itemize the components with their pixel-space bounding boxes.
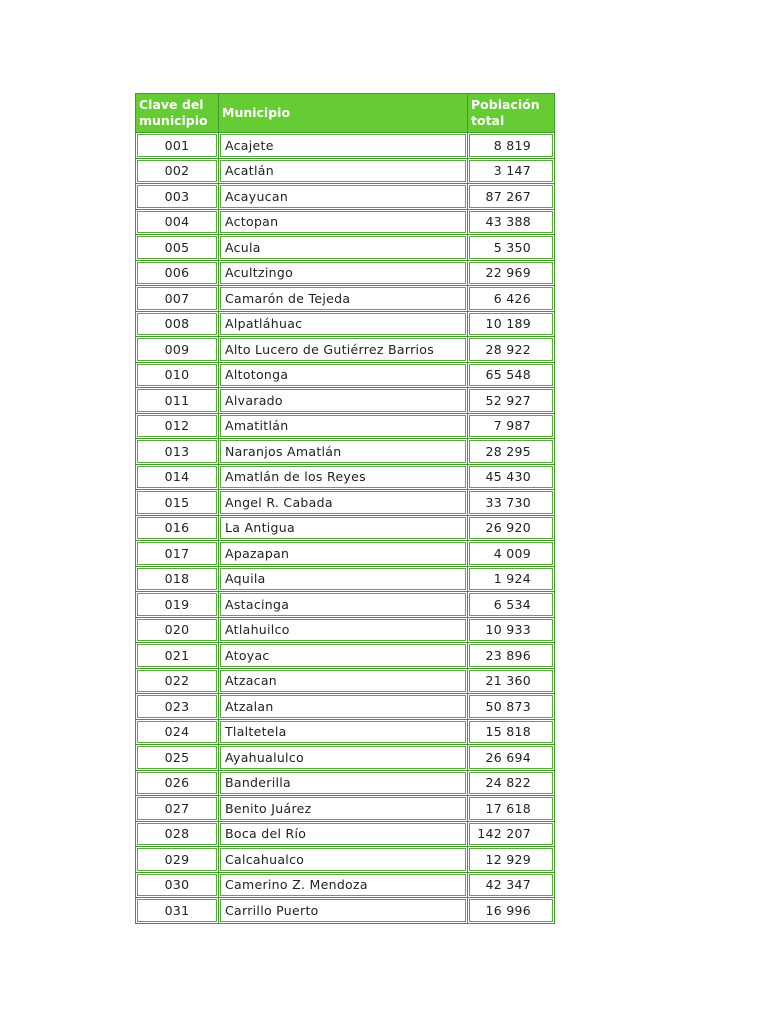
cell-poblacion: 26 920 [468, 516, 554, 541]
cell-clave: 022 [136, 669, 218, 694]
table-row [136, 873, 554, 898]
header-municipio: Municipio [219, 94, 467, 132]
cell-clave: 026 [136, 771, 218, 796]
cell-clave: 017 [136, 541, 218, 566]
cell-clave: 016 [136, 516, 218, 541]
cell-poblacion: 43 388 [468, 210, 554, 235]
table-header-row [136, 94, 554, 132]
cell-municipio: Atlahuilco [219, 618, 467, 643]
cell-poblacion: 8 819 [468, 133, 554, 158]
cell-municipio: Camerino Z. Mendoza [219, 873, 467, 898]
table-row [136, 745, 554, 770]
cell-clave: 011 [136, 388, 218, 413]
cell-municipio: Altotonga [219, 363, 467, 388]
cell-municipio: Amatlán de los Reyes [219, 465, 467, 490]
cell-municipio: Camarón de Tejeda [219, 286, 467, 311]
cell-poblacion: 52 927 [468, 388, 554, 413]
cell-poblacion: 4 009 [468, 541, 554, 566]
cell-poblacion: 22 969 [468, 261, 554, 286]
table-row [136, 133, 554, 158]
table-row [136, 898, 554, 923]
cell-municipio: Acatlán [219, 159, 467, 184]
table-row [136, 567, 554, 592]
cell-clave: 013 [136, 439, 218, 464]
cell-poblacion: 65 548 [468, 363, 554, 388]
table-row [136, 210, 554, 235]
table-row [136, 694, 554, 719]
cell-clave: 015 [136, 490, 218, 515]
cell-poblacion: 10 189 [468, 312, 554, 337]
table-row [136, 337, 554, 362]
cell-municipio: Astacinga [219, 592, 467, 617]
table-row [136, 516, 554, 541]
table-row [136, 490, 554, 515]
cell-clave: 029 [136, 847, 218, 872]
table-row [136, 414, 554, 439]
cell-clave: 005 [136, 235, 218, 260]
table-row [136, 159, 554, 184]
cell-municipio: Apazapan [219, 541, 467, 566]
cell-clave: 023 [136, 694, 218, 719]
cell-municipio: Atzalan [219, 694, 467, 719]
cell-poblacion: 142 207 [468, 822, 554, 847]
cell-poblacion: 5 350 [468, 235, 554, 260]
cell-clave: 002 [136, 159, 218, 184]
table-row [136, 592, 554, 617]
table-row [136, 643, 554, 668]
cell-municipio: Carrillo Puerto [219, 898, 467, 923]
table-row [136, 541, 554, 566]
cell-poblacion: 24 822 [468, 771, 554, 796]
cell-municipio: Angel R. Cabada [219, 490, 467, 515]
cell-poblacion: 28 295 [468, 439, 554, 464]
cell-poblacion: 33 730 [468, 490, 554, 515]
cell-clave: 009 [136, 337, 218, 362]
cell-clave: 001 [136, 133, 218, 158]
table-row [136, 439, 554, 464]
cell-clave: 019 [136, 592, 218, 617]
cell-municipio: Atoyac [219, 643, 467, 668]
cell-clave: 014 [136, 465, 218, 490]
cell-municipio: Tlaltetela [219, 720, 467, 745]
municipios-table [135, 93, 555, 924]
cell-clave: 010 [136, 363, 218, 388]
table-row [136, 363, 554, 388]
cell-poblacion: 6 534 [468, 592, 554, 617]
cell-clave: 027 [136, 796, 218, 821]
cell-poblacion: 1 924 [468, 567, 554, 592]
table-row [136, 822, 554, 847]
table-row [136, 847, 554, 872]
cell-municipio: Boca del Río [219, 822, 467, 847]
cell-clave: 004 [136, 210, 218, 235]
cell-poblacion: 23 896 [468, 643, 554, 668]
cell-municipio: Benito Juárez [219, 796, 467, 821]
cell-municipio: Amatitlán [219, 414, 467, 439]
cell-municipio: Actopan [219, 210, 467, 235]
table-row [136, 261, 554, 286]
cell-poblacion: 7 987 [468, 414, 554, 439]
cell-municipio: Alpatláhuac [219, 312, 467, 337]
cell-poblacion: 45 430 [468, 465, 554, 490]
cell-clave: 020 [136, 618, 218, 643]
cell-clave: 024 [136, 720, 218, 745]
cell-municipio: Naranjos Amatlán [219, 439, 467, 464]
cell-municipio: Banderilla [219, 771, 467, 796]
cell-municipio: Atzacan [219, 669, 467, 694]
cell-municipio: Acajete [219, 133, 467, 158]
table-row [136, 618, 554, 643]
cell-poblacion: 50 873 [468, 694, 554, 719]
cell-poblacion: 6 426 [468, 286, 554, 311]
cell-poblacion: 28 922 [468, 337, 554, 362]
table-row [136, 235, 554, 260]
cell-clave: 031 [136, 898, 218, 923]
cell-municipio: Acultzingo [219, 261, 467, 286]
cell-municipio: Alvarado [219, 388, 467, 413]
cell-clave: 008 [136, 312, 218, 337]
table-row [136, 796, 554, 821]
cell-clave: 028 [136, 822, 218, 847]
cell-clave: 030 [136, 873, 218, 898]
cell-municipio: Acayucan [219, 184, 467, 209]
table-row [136, 720, 554, 745]
header-clave: Clave del municipio [136, 94, 218, 132]
cell-clave: 025 [136, 745, 218, 770]
cell-clave: 003 [136, 184, 218, 209]
cell-poblacion: 87 267 [468, 184, 554, 209]
table-row [136, 669, 554, 694]
cell-municipio: Acula [219, 235, 467, 260]
table-row [136, 388, 554, 413]
cell-municipio: La Antigua [219, 516, 467, 541]
cell-clave: 018 [136, 567, 218, 592]
cell-municipio: Ayahualulco [219, 745, 467, 770]
cell-poblacion: 3 147 [468, 159, 554, 184]
table-row [136, 184, 554, 209]
cell-poblacion: 17 618 [468, 796, 554, 821]
cell-clave: 021 [136, 643, 218, 668]
table-row [136, 286, 554, 311]
cell-poblacion: 10 933 [468, 618, 554, 643]
cell-poblacion: 26 694 [468, 745, 554, 770]
cell-municipio: Aquila [219, 567, 467, 592]
cell-poblacion: 12 929 [468, 847, 554, 872]
table-row [136, 465, 554, 490]
cell-poblacion: 21 360 [468, 669, 554, 694]
cell-municipio: Alto Lucero de Gutiérrez Barrios [219, 337, 467, 362]
cell-clave: 007 [136, 286, 218, 311]
cell-clave: 012 [136, 414, 218, 439]
header-poblacion: Población total [468, 94, 554, 132]
table-body [136, 133, 554, 923]
table-row [136, 771, 554, 796]
cell-poblacion: 42 347 [468, 873, 554, 898]
cell-municipio: Calcahualco [219, 847, 467, 872]
cell-clave: 006 [136, 261, 218, 286]
cell-poblacion: 16 996 [468, 898, 554, 923]
table-row [136, 312, 554, 337]
cell-poblacion: 15 818 [468, 720, 554, 745]
